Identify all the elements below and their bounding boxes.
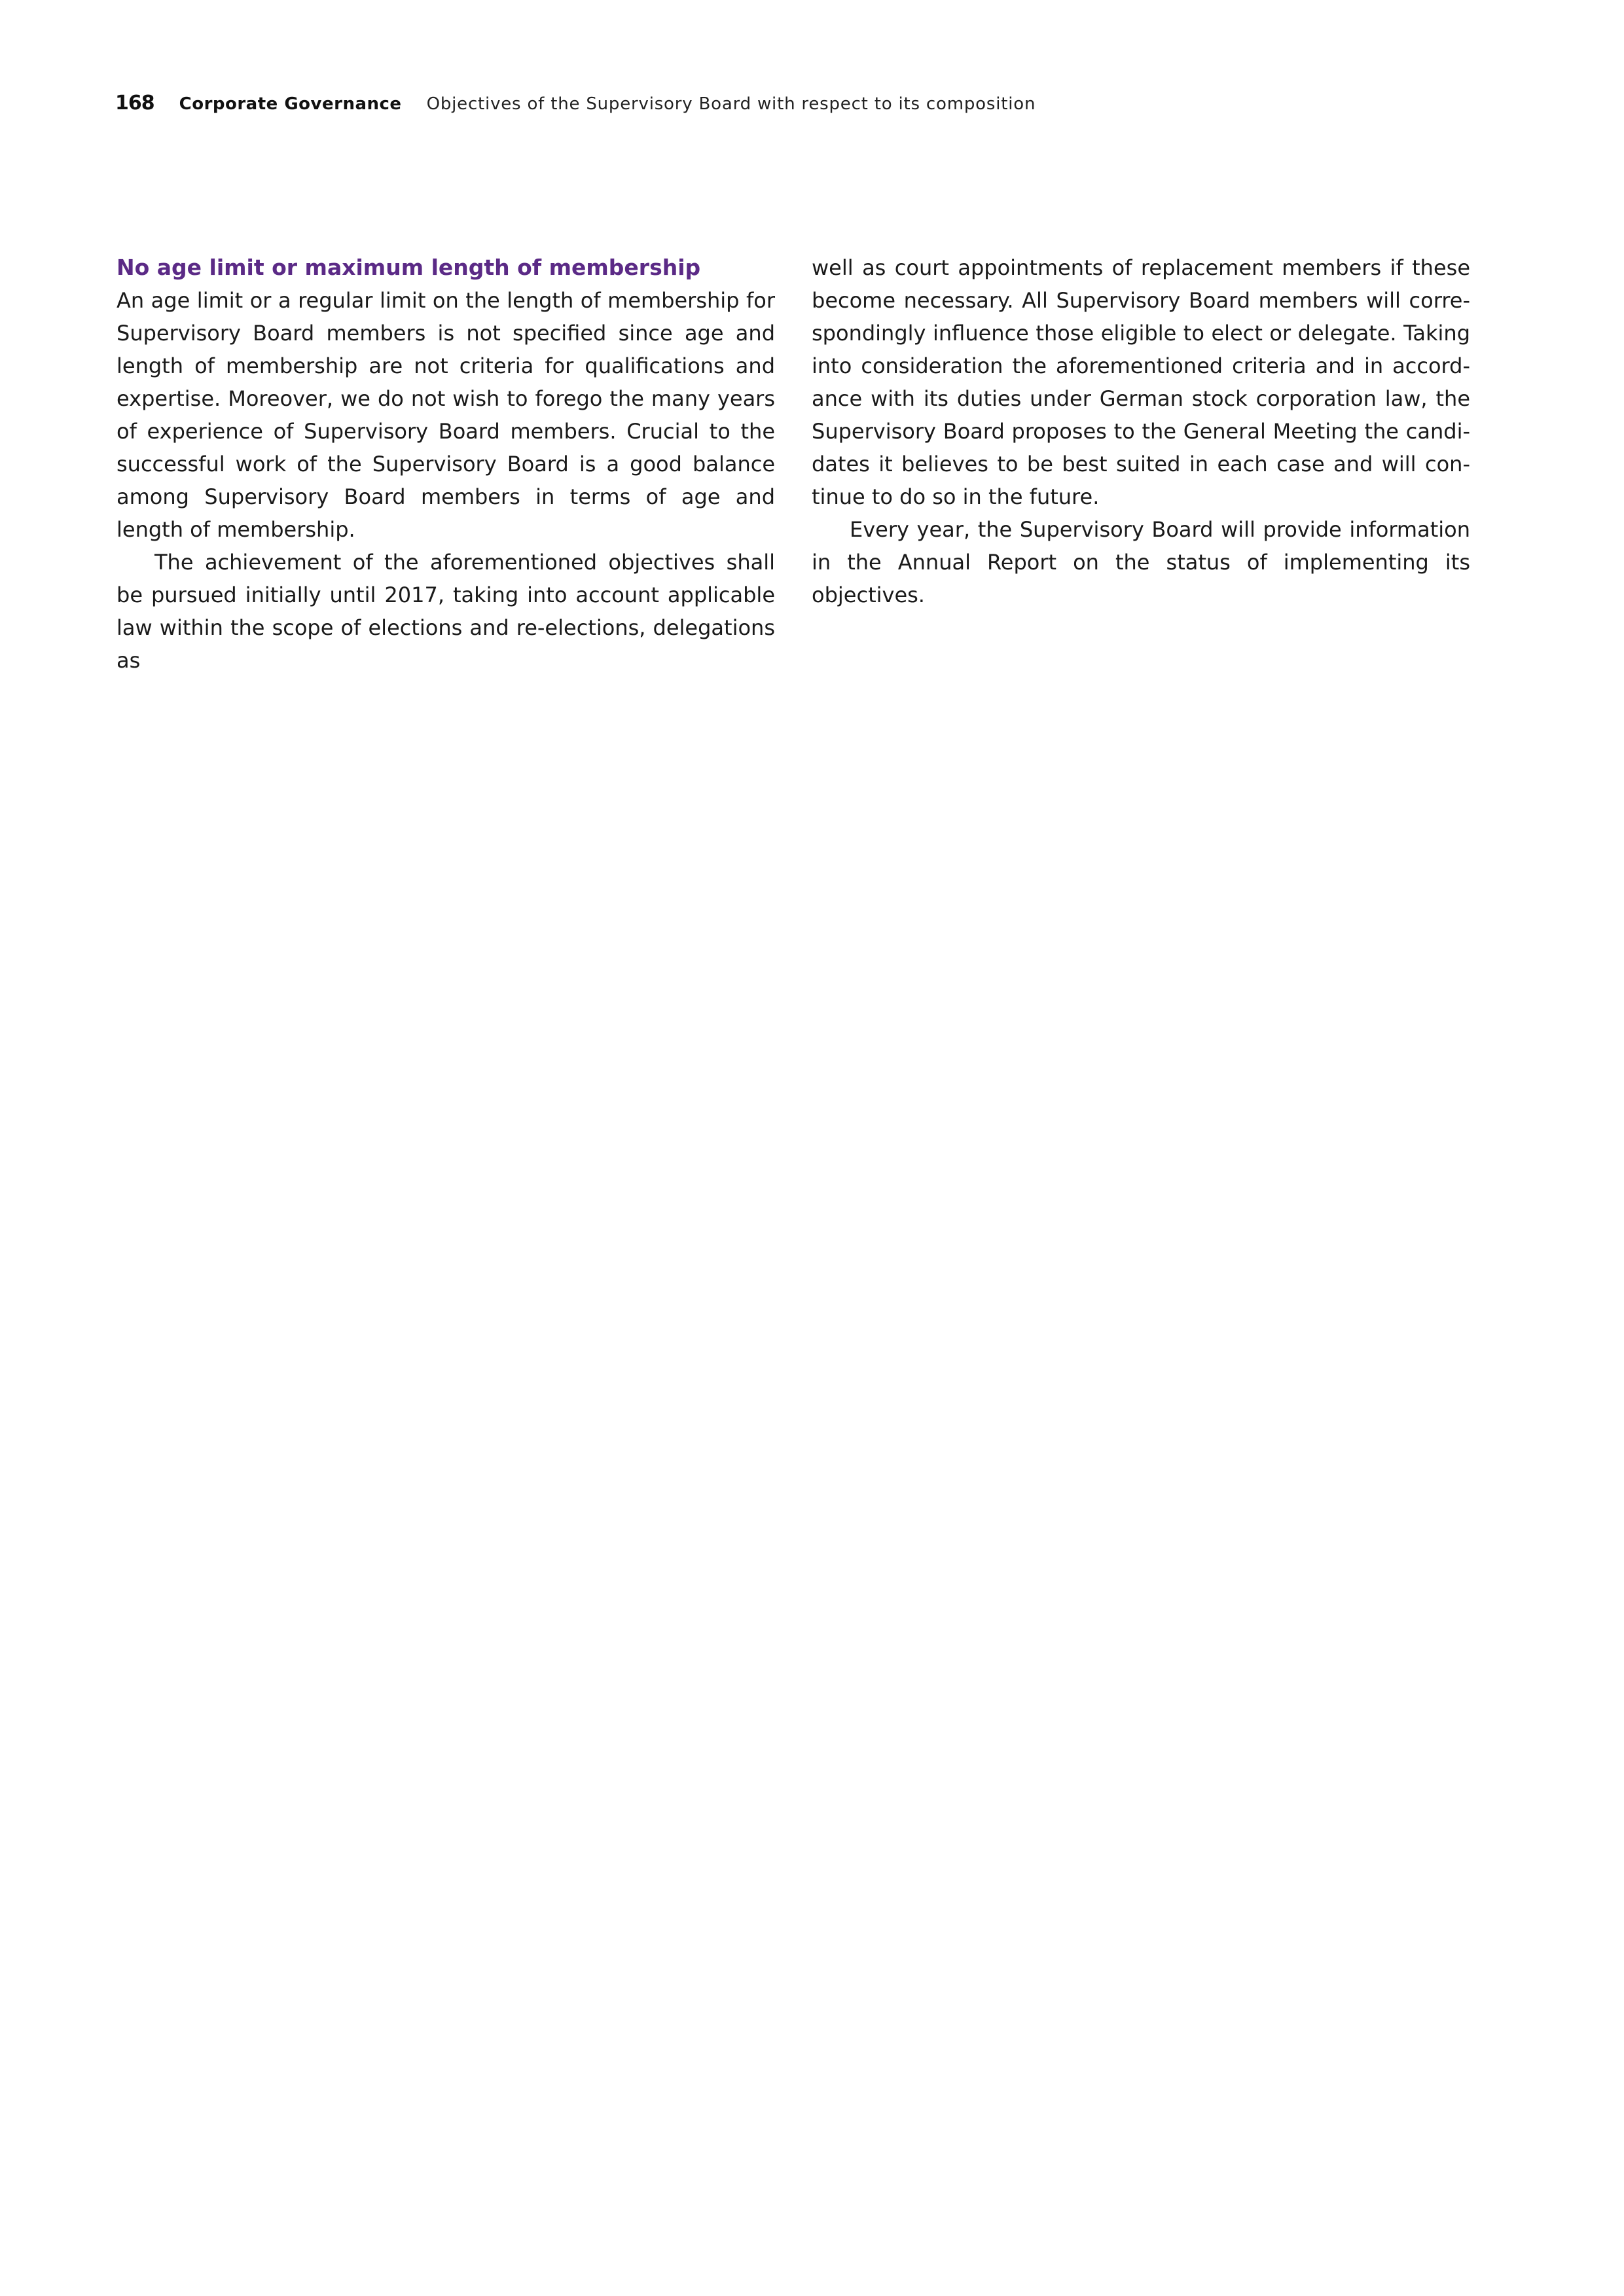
left-column [117, 251, 775, 677]
body-columns [117, 251, 1480, 696]
paragraph-objectives-continued: well as court appointments of replacement members if these become necessary. All Supervisory Board members will correspondingly influence those eligible to elect or delegate. Taking into consideration the aforementioned criteria and in accordance with its duties under German stock corporation law, the Supervisory Board proposes to the General Meeting the candidates it believes to be best suited in each case and will continue to do so in the future. [812, 255, 1470, 509]
page-number: 168 [115, 92, 154, 115]
section-subtitle: Objectives of the Supervisory Board with respect to its composition [426, 94, 1036, 114]
right-column [812, 251, 1470, 611]
section-heading: No age limit or maximum length of membership [117, 255, 701, 280]
paragraph-age-limit: An age limit or a regular limit on the length of membership for Supervisory Board members is not specified since age and length of membership are not criteria for qualifications and expertise. Moreover, we do not wish to forego the many years of experience of Supervisory Board members. Crucial to the successful work of the Supervisory Board is a good balance among Supervisory Board members in terms of age and length of membership. [117, 288, 775, 542]
paragraph-objectives: The achievement of the aforementioned objectives shall be pursued initially until 2017, taking into account applicable law within the scope of elections and re-elections, delegations as [117, 550, 775, 673]
paragraph-annual-report: Every year, the Supervisory Board will provide information in the Annual Report on the status of implementing its objectives. [812, 517, 1470, 607]
running-header [115, 92, 1036, 118]
section-name: Corporate Governance [179, 94, 402, 114]
